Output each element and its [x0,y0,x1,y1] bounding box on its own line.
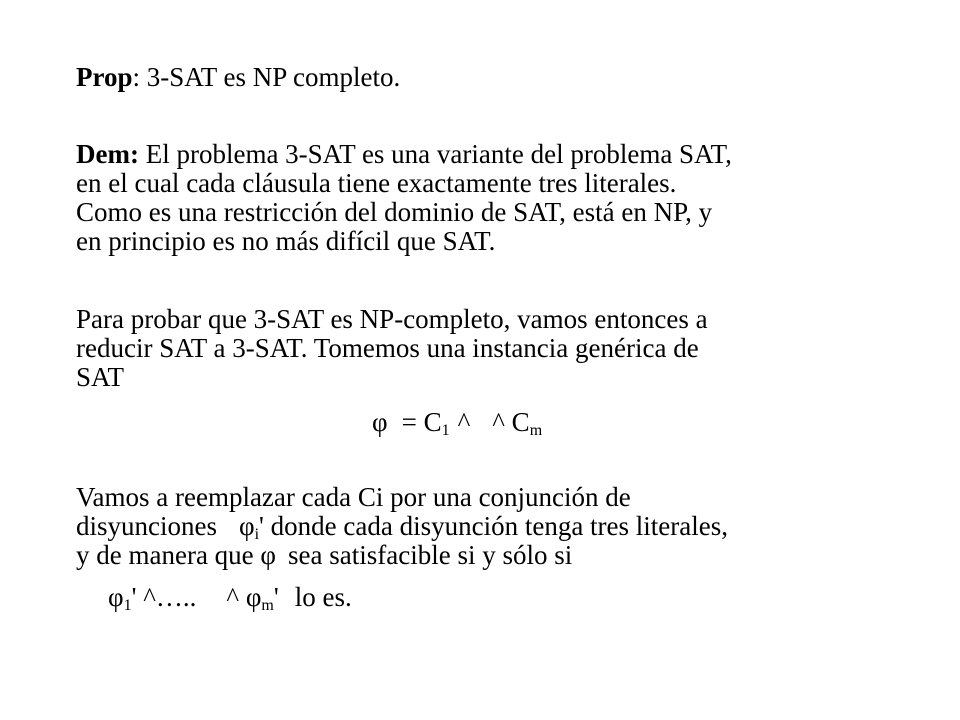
replace-line-3: y de manera que φ sea satisfacible si y sólo si [76,540,573,570]
formula-conjunction: $\varphi_1'$ ^….. ^ $\varphi_m'$ lo es. [108,582,352,614]
dem-line-2: en el cual cada cláusula tiene exactamente tres literales. [76,168,677,198]
replace-line-1: Vamos a reemplazar cada Ci por una conjunción de [76,482,631,512]
formula-phi-definition: $\varphi = C_1$ ^ ^ $C_m$ [372,407,543,439]
replace-line-2: disyunciones $\varphi_i'$ donde cada disyunción tenga tres literales, [76,511,729,543]
dem-line-4: en principio es no más difícil que SAT. [76,226,496,256]
replacement-paragraph [76,483,936,570]
reduction-paragraph [76,305,936,392]
phi-symbol: φ [372,407,388,437]
dem-line-3: Como es una restricción del dominio de SAT, está en NP, y [76,197,713,227]
dem-label: Dem: [76,139,139,169]
reduction-line-3: SAT [76,362,125,392]
dem-line-1: Dem: El problema 3-SAT es una variante del problema SAT, [76,139,732,169]
reduction-line-2: reducir SAT a 3-SAT. Tomemos una instancia genérica de [76,333,699,363]
reduction-line-1: Para probar que 3-SAT es NP-completo, vamos entonces a [76,304,708,334]
proposition [76,63,936,92]
prop-text: : 3-SAT es NP completo. [132,62,401,92]
demonstration [76,140,936,256]
prop-label: Prop [76,62,133,92]
